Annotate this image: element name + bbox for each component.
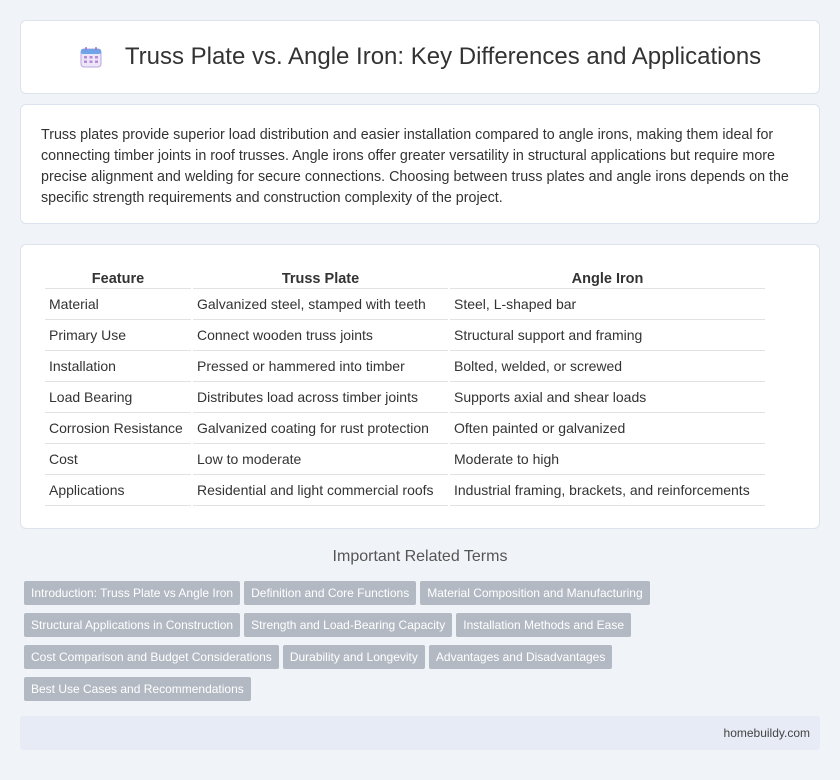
related-term-tag[interactable]: Strength and Load-Bearing Capacity bbox=[244, 613, 452, 637]
angle-iron-cell: Often painted or galvanized bbox=[450, 413, 765, 444]
table-row bbox=[45, 382, 765, 413]
table-row bbox=[45, 289, 765, 320]
related-term-tag[interactable]: Cost Comparison and Budget Considerations bbox=[24, 645, 279, 669]
page-title: Truss Plate vs. Angle Iron: Key Differences and Applications bbox=[124, 43, 762, 70]
feature-cell: Applications bbox=[45, 475, 191, 506]
table-row bbox=[45, 444, 765, 475]
angle-iron-cell: Structural support and framing bbox=[450, 320, 765, 351]
comparison-card bbox=[20, 244, 820, 529]
truss-plate-cell: Connect wooden truss joints bbox=[193, 320, 448, 351]
angle-iron-cell: Supports axial and shear loads bbox=[450, 382, 765, 413]
truss-plate-cell: Distributes load across timber joints bbox=[193, 382, 448, 413]
footer-site-link[interactable]: homebuildy.com bbox=[723, 726, 810, 740]
related-term-tag[interactable]: Durability and Longevity bbox=[283, 645, 425, 669]
table-row bbox=[45, 320, 765, 351]
feature-cell: Primary Use bbox=[45, 320, 191, 351]
related-terms-heading: Important Related Terms bbox=[332, 548, 508, 565]
angle-iron-cell: Steel, L-shaped bar bbox=[450, 289, 765, 320]
feature-cell: Installation bbox=[45, 351, 191, 382]
related-term-tag[interactable]: Installation Methods and Ease bbox=[456, 613, 631, 637]
feature-cell: Cost bbox=[45, 444, 191, 475]
table-header-row bbox=[45, 265, 765, 289]
related-term-tag[interactable]: Structural Applications in Construction bbox=[24, 613, 240, 637]
header-card bbox=[20, 20, 820, 94]
calendar-icon bbox=[79, 45, 103, 69]
table-row bbox=[45, 413, 765, 444]
angle-iron-cell: Industrial framing, brackets, and reinforcements bbox=[450, 475, 765, 506]
related-term-tag[interactable]: Introduction: Truss Plate vs Angle Iron bbox=[24, 581, 240, 605]
header-feature: Feature bbox=[45, 265, 191, 289]
truss-plate-cell: Galvanized steel, stamped with teeth bbox=[193, 289, 448, 320]
header-truss-plate: Truss Plate bbox=[193, 265, 448, 289]
table-row bbox=[45, 475, 765, 506]
angle-iron-cell: Bolted, welded, or screwed bbox=[450, 351, 765, 382]
related-terms-list bbox=[24, 581, 824, 709]
feature-cell: Load Bearing bbox=[45, 382, 191, 413]
table-row bbox=[45, 351, 765, 382]
header-angle-iron: Angle Iron bbox=[450, 265, 765, 289]
angle-iron-cell: Moderate to high bbox=[450, 444, 765, 475]
truss-plate-cell: Low to moderate bbox=[193, 444, 448, 475]
related-term-tag[interactable]: Definition and Core Functions bbox=[244, 581, 416, 605]
truss-plate-cell: Residential and light commercial roofs bbox=[193, 475, 448, 506]
intro-text: Truss plates provide superior load distribution and easier installation compared to angle irons, making them ideal for connecting timber joints in roof trusses. Angle irons offer greater versatility in structural applications but require more precise alignment and welding for secure connections. Choosing between truss plates and angle irons depends on the specific strength requirements and construction complexity of the project. bbox=[41, 127, 789, 206]
intro-card bbox=[20, 104, 820, 224]
comparison-table bbox=[43, 265, 767, 506]
related-term-tag[interactable]: Advantages and Disadvantages bbox=[429, 645, 612, 669]
truss-plate-cell: Galvanized coating for rust protection bbox=[193, 413, 448, 444]
footer bbox=[20, 716, 820, 750]
feature-cell: Corrosion Resistance bbox=[45, 413, 191, 444]
feature-cell: Material bbox=[45, 289, 191, 320]
related-term-tag[interactable]: Material Composition and Manufacturing bbox=[420, 581, 649, 605]
related-term-tag[interactable]: Best Use Cases and Recommendations bbox=[24, 677, 251, 701]
truss-plate-cell: Pressed or hammered into timber bbox=[193, 351, 448, 382]
